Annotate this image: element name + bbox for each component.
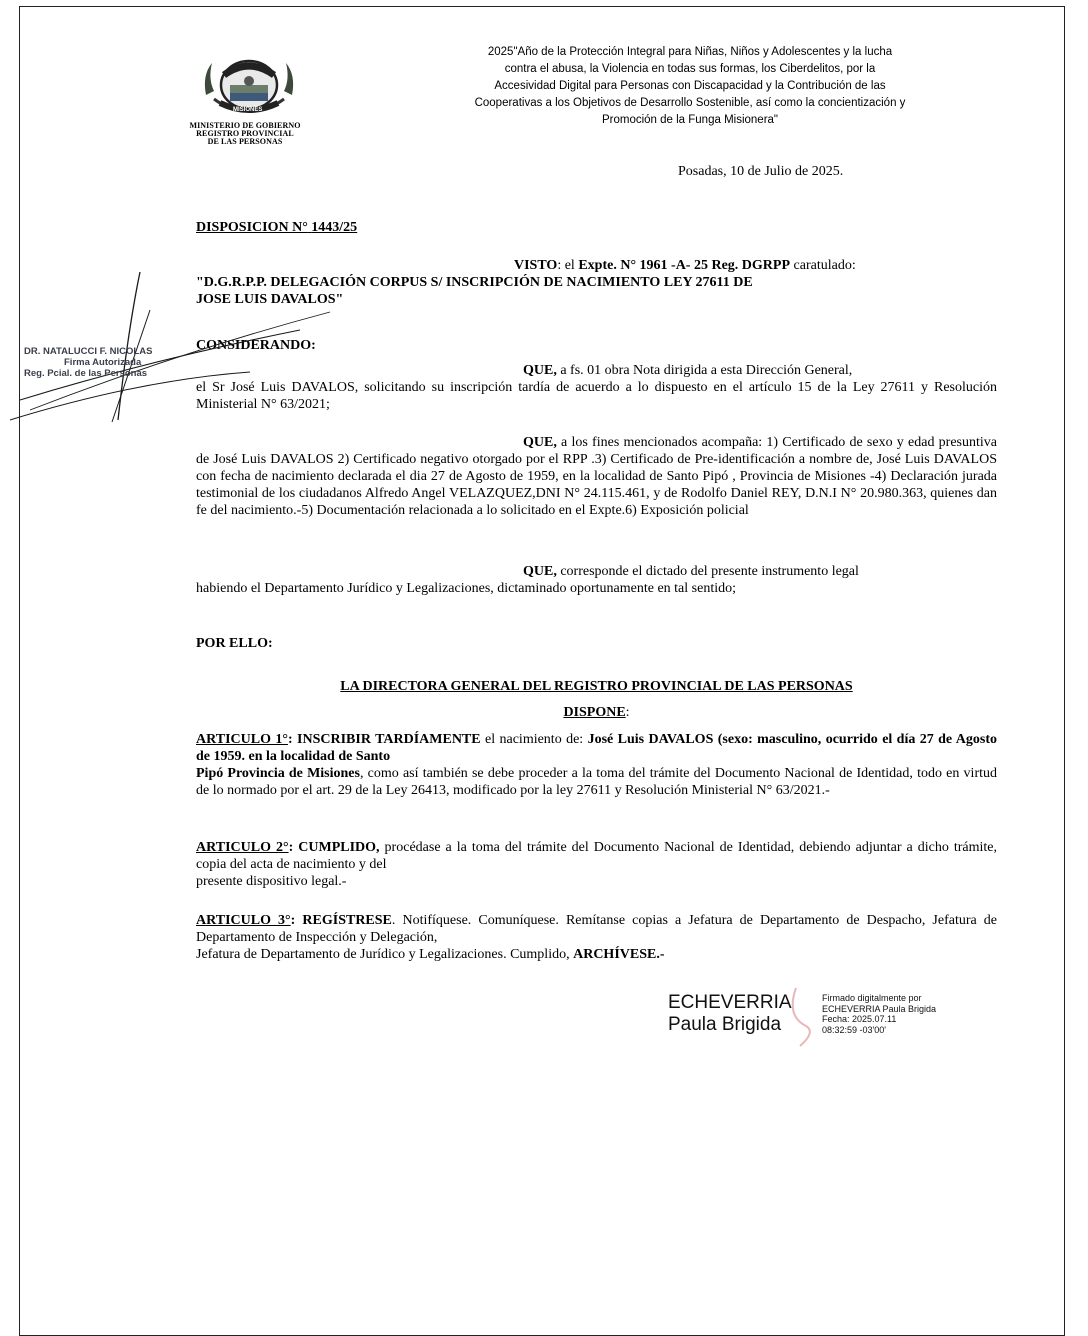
expediente-caption: JOSE LUIS DAVALOS": [196, 292, 344, 307]
stamp-line: Reg. Pcial. de las Personas: [24, 368, 148, 379]
digital-signature: [668, 992, 1008, 1052]
motto-line: contra el abusa, la Violencia en todas sus formas, los Ciberdelitos, por la: [504, 63, 876, 75]
attached-documents-list: 1) Certificado de sexo y edad presuntiva de José Luis DAVALOS 2) Certificado negativo otorgado por el RPP .3) Certificado de Pre-identificación a nombre de, José Luis DAVALOS con fecha de nacimiento declarada el dia 27 de Agosto de 1959, en la localidad de Santo Pipó , Provincia de Misiones -4) Declaración jurada testimonial de los ciudadanos Alfredo Angel VELAZQUEZ,DNI N° 24.115.461, y de Rodolfo Daniel REY, D.N.I N° 20.980.363, quienes dan fe del nacimiento.-5) Documentación relacionada a lo solicitado en el Expte.6) Exposición policial: [196, 435, 997, 518]
article-text: presente dispositivo legal.-: [196, 874, 347, 889]
article-text: Jefatura de Departamento de Jurídico y Legalizaciones. Cumplido,: [196, 947, 574, 962]
signature-metadata: [822, 993, 936, 1035]
handwritten-signature: [0, 260, 360, 430]
crest-bottom-text: MISIONES: [233, 107, 263, 113]
article-label: ARTICULO 1°: [196, 732, 288, 747]
crest-top-text: PROVINCIA DE: [230, 55, 274, 61]
signer-name-line: ECHEVERRIA: [668, 992, 792, 1013]
que-label: QUE,: [523, 435, 557, 450]
article-3: [196, 912, 997, 963]
dispone-label: DISPONE: [563, 705, 626, 720]
ministry-line: REGISTRO PROVINCIAL: [196, 129, 294, 138]
motto-line: 2025"Año de la Protección Integral para Niñas, Niños y Adolescentes y la lucha: [487, 46, 893, 58]
stamp-line: DR. NATALUCCI F. NICOLAS: [24, 346, 153, 357]
signer-name-line: Paula Brigida: [668, 1014, 782, 1035]
visto-text: : el: [557, 258, 579, 273]
dispone-colon: :: [625, 705, 630, 720]
article-emphasis: José Luis DAVALOS (sexo: masculino, ocurrido el día 27 de Agosto de 1959. en la localidad de Santo: [196, 732, 997, 764]
que-label: QUE,: [523, 564, 557, 579]
directora-heading: LA DIRECTORA GENERAL DEL REGISTRO PROVINCIAL DE LAS PERSONAS: [340, 679, 853, 694]
considerando-heading: CONSIDERANDO:: [196, 338, 316, 353]
article-1: [196, 731, 997, 799]
stamp-line: Firma Autorizada: [64, 357, 142, 368]
article-label: ARTICULO 2°: [196, 840, 289, 855]
article-emphasis: CUMPLIDO,: [298, 840, 380, 855]
article-colon: :: [287, 732, 298, 747]
signature-meta-line: Fecha: 2025.07.11: [822, 1014, 897, 1024]
article-colon: :: [288, 840, 299, 855]
considerando-que-2: [196, 434, 997, 519]
dispone-heading: [196, 705, 997, 721]
que-text: a los fines mencionados acompaña:: [556, 435, 767, 450]
por-ello-heading: POR ELLO:: [196, 636, 273, 651]
ministry-line: MINISTERIO DE GOBIERNO: [189, 121, 301, 130]
que-label: QUE,: [523, 363, 557, 378]
signature-meta-line: Firmado digitalmente por: [822, 993, 922, 1003]
que-text: el Sr José Luis DAVALOS, solicitando su inscripción tardía de acuerdo a lo dispuesto en el artículo 15 de la Ley 27611 y Resolución Ministerial N° 63/2021;: [196, 380, 997, 412]
expediente-number: Expte. N° 1961 -A- 25 Reg. DGRPP: [578, 258, 791, 273]
signature-meta-line: 08:32:59 -03'00': [822, 1024, 886, 1035]
motto-line: Promoción de la Funga Misionera": [601, 114, 779, 126]
article-label: ARTICULO 3°: [196, 913, 291, 928]
article-text: . Notifíquese. Comuníquese. Remítanse copias a Jefatura de Departamento de Despacho, Jefatura de Departamento de Inspección y Delegación,: [196, 913, 998, 945]
authorized-signature-stamp: [24, 346, 214, 379]
que-text: a fs. 01 obra Nota dirigida a esta Dirección General,: [556, 363, 853, 378]
que-text: habiendo el Departamento Jurídico y Legalizaciones, dictaminado oportunamente en tal sentido;: [196, 581, 736, 596]
ministry-label: [170, 122, 320, 146]
disposition-title: [196, 220, 357, 236]
disposition-number: 1443/25: [311, 220, 358, 235]
article-emphasis: ARCHÍVESE.-: [573, 947, 665, 962]
motto-line: Accesividad Digital para Personas con Discapacidad y la Contribución de las: [494, 80, 886, 92]
place-and-date: Posadas, 10 de Julio de 2025.: [678, 164, 844, 179]
motto-line: Cooperativas a los Objetivos de Desarrollo Sostenible, así como la concientización y: [474, 97, 906, 109]
article-text: el nacimiento de:: [480, 732, 588, 747]
disposition-prefix: DISPOSICION N°: [196, 220, 308, 235]
article-emphasis: INSCRIBIR TARDÍAMENTE: [297, 732, 481, 747]
article-2: [196, 839, 997, 890]
signature-meta-line: ECHEVERRIA Paula Brigida: [822, 1003, 937, 1014]
year-motto: [380, 44, 1000, 129]
article-colon: :: [290, 913, 303, 928]
expediente-caption: "D.G.R.P.P. DELEGACIÓN CORPUS S/ INSCRIPCIÓN DE NACIMIENTO LEY 27611 DE: [196, 275, 753, 290]
visto-label: VISTO: [514, 258, 558, 273]
article-emphasis: Pipó Provincia de Misiones: [196, 766, 360, 781]
considerando-que-3: [196, 563, 997, 597]
ministry-line: DE LAS PERSONAS: [207, 137, 283, 146]
article-text: procédase a la toma del trámite del Documento Nacional de Identidad, debiendo adjuntar a dicho trámite, copia del acta de nacimiento y del: [196, 840, 997, 872]
que-text: corresponde el dictado del presente instrumento legal: [556, 564, 859, 579]
page-frame: [19, 6, 1065, 1336]
article-text: , como así también se debe proceder a la toma del trámite del Documento Nacional de Identidad, todo en virtud de lo normado por el art. 29 de la Ley 26413, modificado por la ley 27611 y Resolución Ministerial N° 63/2021.-: [196, 766, 997, 798]
signer-name: [668, 992, 792, 1036]
visto-text: caratulado:: [790, 258, 856, 273]
article-emphasis: REGÍSTRESE: [302, 913, 392, 928]
